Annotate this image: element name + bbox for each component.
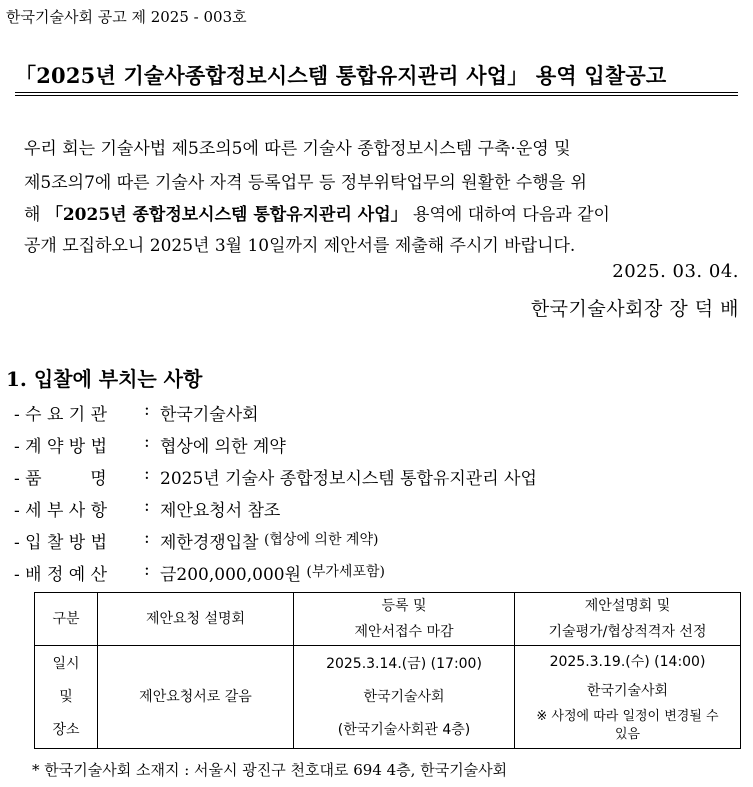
item-separator: :: [144, 560, 150, 580]
list-item-product-name: [14, 464, 537, 489]
item-separator: :: [144, 528, 150, 548]
title-underline-top: [15, 92, 738, 93]
project-name-bold: 「2025년 종합정보시스템 통합유지관리 사업」: [45, 205, 408, 225]
table-header-cell: 제안요청 설명회: [98, 593, 294, 646]
deadline-datetime: 2025.3.14.(금) (17:00): [326, 655, 482, 672]
intro-line-1: 우리 회는 기술사법 제5조의5에 따른 기술사 종합정보시스템 구축·운영 및: [24, 139, 571, 159]
intro-line-4: 공개 모집하오니 2025년 3월 10일까지 제안서를 제출해 주시기 바랍니다.: [24, 236, 576, 256]
item-label: - 배 정 예 산: [14, 565, 108, 585]
item-separator: :: [144, 464, 150, 484]
item-label: - 품 명: [14, 469, 107, 489]
table-cell: 제안요청서로 갈음: [98, 646, 294, 749]
item-value: 제안요청서 참조: [160, 501, 281, 521]
table-header-cell: 등록 및 제안서접수 마감: [294, 593, 515, 646]
item-label: - 세 부 사 항: [14, 501, 108, 521]
presentation-datetime: 2025.3.19.(수) (14:00): [549, 654, 706, 670]
item-note: (협상에 의한 계약): [263, 532, 379, 548]
item-value: 금200,000,000원: [160, 565, 307, 585]
item-label: - 수 요 기 관: [14, 405, 108, 425]
item-value: 2025년 기술사 종합정보시스템 통합유지관리 사업: [160, 469, 537, 489]
item-value: 제한경쟁입찰: [160, 533, 264, 553]
item-label: - 입 찰 방 법: [14, 533, 108, 553]
deadline-place-detail: (한국기술사회관 4층): [337, 721, 471, 738]
table-row: [35, 646, 741, 749]
table-header-cell: 제안설명회 및 기술평가/협상적격자 선정: [515, 593, 741, 646]
table-header-row: [35, 593, 741, 646]
issuer-signature: 한국기술사회장 장 덕 배: [530, 298, 739, 320]
list-item-details: [14, 496, 280, 521]
list-item-bid-method: [14, 528, 378, 553]
list-item-demand-agency: [14, 400, 259, 425]
table-row-label: 일시 및 장소: [35, 646, 98, 749]
item-separator: :: [144, 496, 150, 516]
table-cell: [515, 646, 741, 749]
page-title: 「2025년 기술사종합정보시스템 통합유지관리 사업」 용역 입찰공고: [15, 63, 667, 88]
schedule-change-note: ※ 사정에 따라 일정이 변경될 수 있음: [536, 709, 719, 742]
schedule-table: [34, 592, 741, 749]
intro-line-2: 제5조의7에 따른 기술사 자격 등록업무 등 정부위탁업무의 원활한 수행을 위: [24, 173, 587, 193]
list-item-budget: [14, 560, 385, 585]
issue-date: 2025. 03. 04.: [612, 261, 739, 282]
title-underline-bottom: [15, 95, 738, 96]
table-cell: [294, 646, 515, 749]
address-footnote: * 한국기술사회 소재지 : 서울시 광진구 천호대로 694 4층, 한국기술사회: [32, 761, 508, 779]
list-item-contract-method: [14, 432, 286, 457]
item-value: 한국기술사회: [160, 405, 259, 425]
notice-number: 한국기술사회 공고 제 2025 - 003호: [6, 8, 247, 26]
table-header-cell: 구분: [35, 593, 98, 646]
item-note: (부가세포함): [306, 564, 385, 580]
intro-line-3-prefix: 해: [24, 205, 46, 225]
item-separator: :: [144, 400, 150, 420]
intro-line-3: [24, 200, 610, 225]
deadline-place: 한국기술사회: [363, 688, 445, 705]
presentation-place: 한국기술사회: [586, 683, 669, 699]
item-label: - 계 약 방 법: [14, 437, 108, 457]
item-separator: :: [144, 432, 150, 452]
intro-line-3-suffix: 용역에 대하여 다음과 같이: [407, 205, 610, 225]
item-value: 협상에 의한 계약: [160, 437, 286, 457]
section-heading: 1. 입찰에 부치는 사항: [6, 367, 203, 391]
